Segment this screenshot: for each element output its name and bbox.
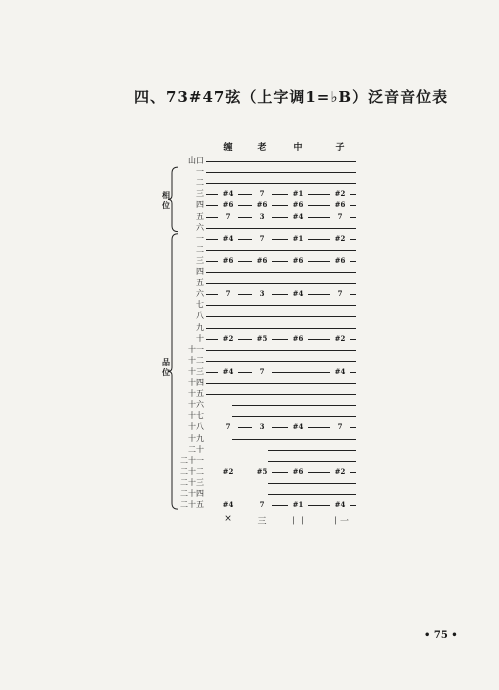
note-mark: #4 [218, 501, 238, 509]
row-label: 二十二 [180, 466, 204, 476]
note-mark: #4 [218, 368, 238, 376]
row-label: 二 [196, 178, 204, 188]
row-label: 八 [196, 311, 204, 321]
row-label: 二十三 [180, 477, 204, 487]
note-mark: #6 [288, 468, 308, 476]
row-label: 二十五 [180, 500, 204, 510]
note-mark: #6 [288, 257, 308, 265]
note-mark: #2 [218, 335, 238, 343]
note-mark: #2 [330, 335, 350, 343]
row-label: 十八 [188, 422, 204, 432]
note-mark: #4 [330, 501, 350, 509]
row-label: 二十四 [180, 489, 204, 498]
row-label: 十 [196, 333, 204, 343]
note-mark: #6 [252, 201, 272, 209]
note-mark: #6 [218, 257, 238, 265]
row-label: 五 [196, 278, 204, 288]
string-symbol: 〡〡 [288, 517, 307, 527]
note-mark: #4 [288, 290, 308, 298]
row-label: 一 [196, 233, 204, 243]
note-mark: #1 [288, 501, 308, 509]
note-mark: #4 [330, 368, 350, 376]
row-label: 四 [196, 200, 204, 210]
note-mark: 7 [218, 290, 238, 298]
note-mark: #1 [288, 235, 308, 243]
note-mark: #6 [330, 257, 350, 265]
row-label: 山口 [188, 156, 204, 165]
row-label: 二 [196, 244, 204, 254]
note-mark: 7 [330, 290, 350, 298]
note-mark: #4 [218, 235, 238, 243]
row-label: 十七 [188, 411, 204, 421]
row-label: 三 [196, 255, 204, 265]
string-symbol: × [224, 514, 232, 524]
row-label: 三 [196, 189, 204, 199]
pinwei-bracket [168, 234, 178, 509]
note-mark: #1 [288, 190, 308, 198]
note-mark: 7 [252, 190, 272, 198]
note-mark: #2 [218, 468, 238, 476]
note-mark: 7 [252, 501, 272, 509]
note-mark: #6 [330, 201, 350, 209]
row-label: 五 [196, 211, 204, 221]
note-mark: #5 [252, 335, 272, 343]
column-header: 老 [257, 143, 267, 153]
note-mark: #6 [288, 201, 308, 209]
note-mark: 3 [252, 290, 272, 298]
row-label: 十三 [188, 366, 204, 376]
note-mark: 3 [252, 423, 272, 431]
note-mark: #2 [330, 235, 350, 243]
xiangwei-bracket [168, 167, 178, 232]
row-label: 一 [196, 167, 204, 177]
note-mark: 3 [252, 213, 272, 221]
row-label: 四 [196, 267, 204, 276]
note-mark: 7 [330, 423, 350, 431]
note-mark: #6 [252, 257, 272, 265]
row-label: 十五 [188, 389, 204, 399]
row-label: 十二 [188, 355, 204, 365]
column-header: 子 [335, 143, 345, 153]
note-mark: #4 [288, 213, 308, 221]
row-label: 九 [196, 322, 204, 332]
row-label: 七 [196, 300, 204, 310]
note-mark: #4 [218, 190, 238, 198]
string-symbol: 三 [257, 517, 267, 527]
row-label: 二十一 [180, 455, 204, 465]
note-mark: #2 [330, 468, 350, 476]
group-label: 品位 [162, 356, 170, 377]
row-label: 十一 [188, 344, 204, 354]
column-header: 中 [293, 143, 303, 153]
note-mark: 7 [252, 368, 272, 376]
note-mark: #6 [288, 335, 308, 343]
column-header: 缠 [223, 143, 233, 153]
row-label: 六 [196, 289, 204, 299]
note-mark: 7 [330, 213, 350, 221]
group-label: 相位 [162, 190, 170, 211]
note-mark: #6 [218, 201, 238, 209]
note-mark: 7 [252, 235, 272, 243]
string-symbol: 〡一 [330, 517, 349, 527]
note-mark: #5 [252, 468, 272, 476]
row-label: 十六 [188, 400, 204, 410]
page-title: 四、73#47弦（上字调1=♭B）泛音音位表 [134, 88, 449, 106]
row-label: 十九 [188, 433, 204, 443]
note-mark: #4 [288, 423, 308, 431]
row-label: 六 [196, 222, 204, 232]
note-mark: #2 [330, 190, 350, 198]
row-label: 十四 [188, 378, 204, 387]
page-number: • 75 • [424, 630, 458, 641]
note-mark: 7 [218, 423, 238, 431]
row-label: 二十 [188, 444, 204, 454]
note-mark: 7 [218, 213, 238, 221]
